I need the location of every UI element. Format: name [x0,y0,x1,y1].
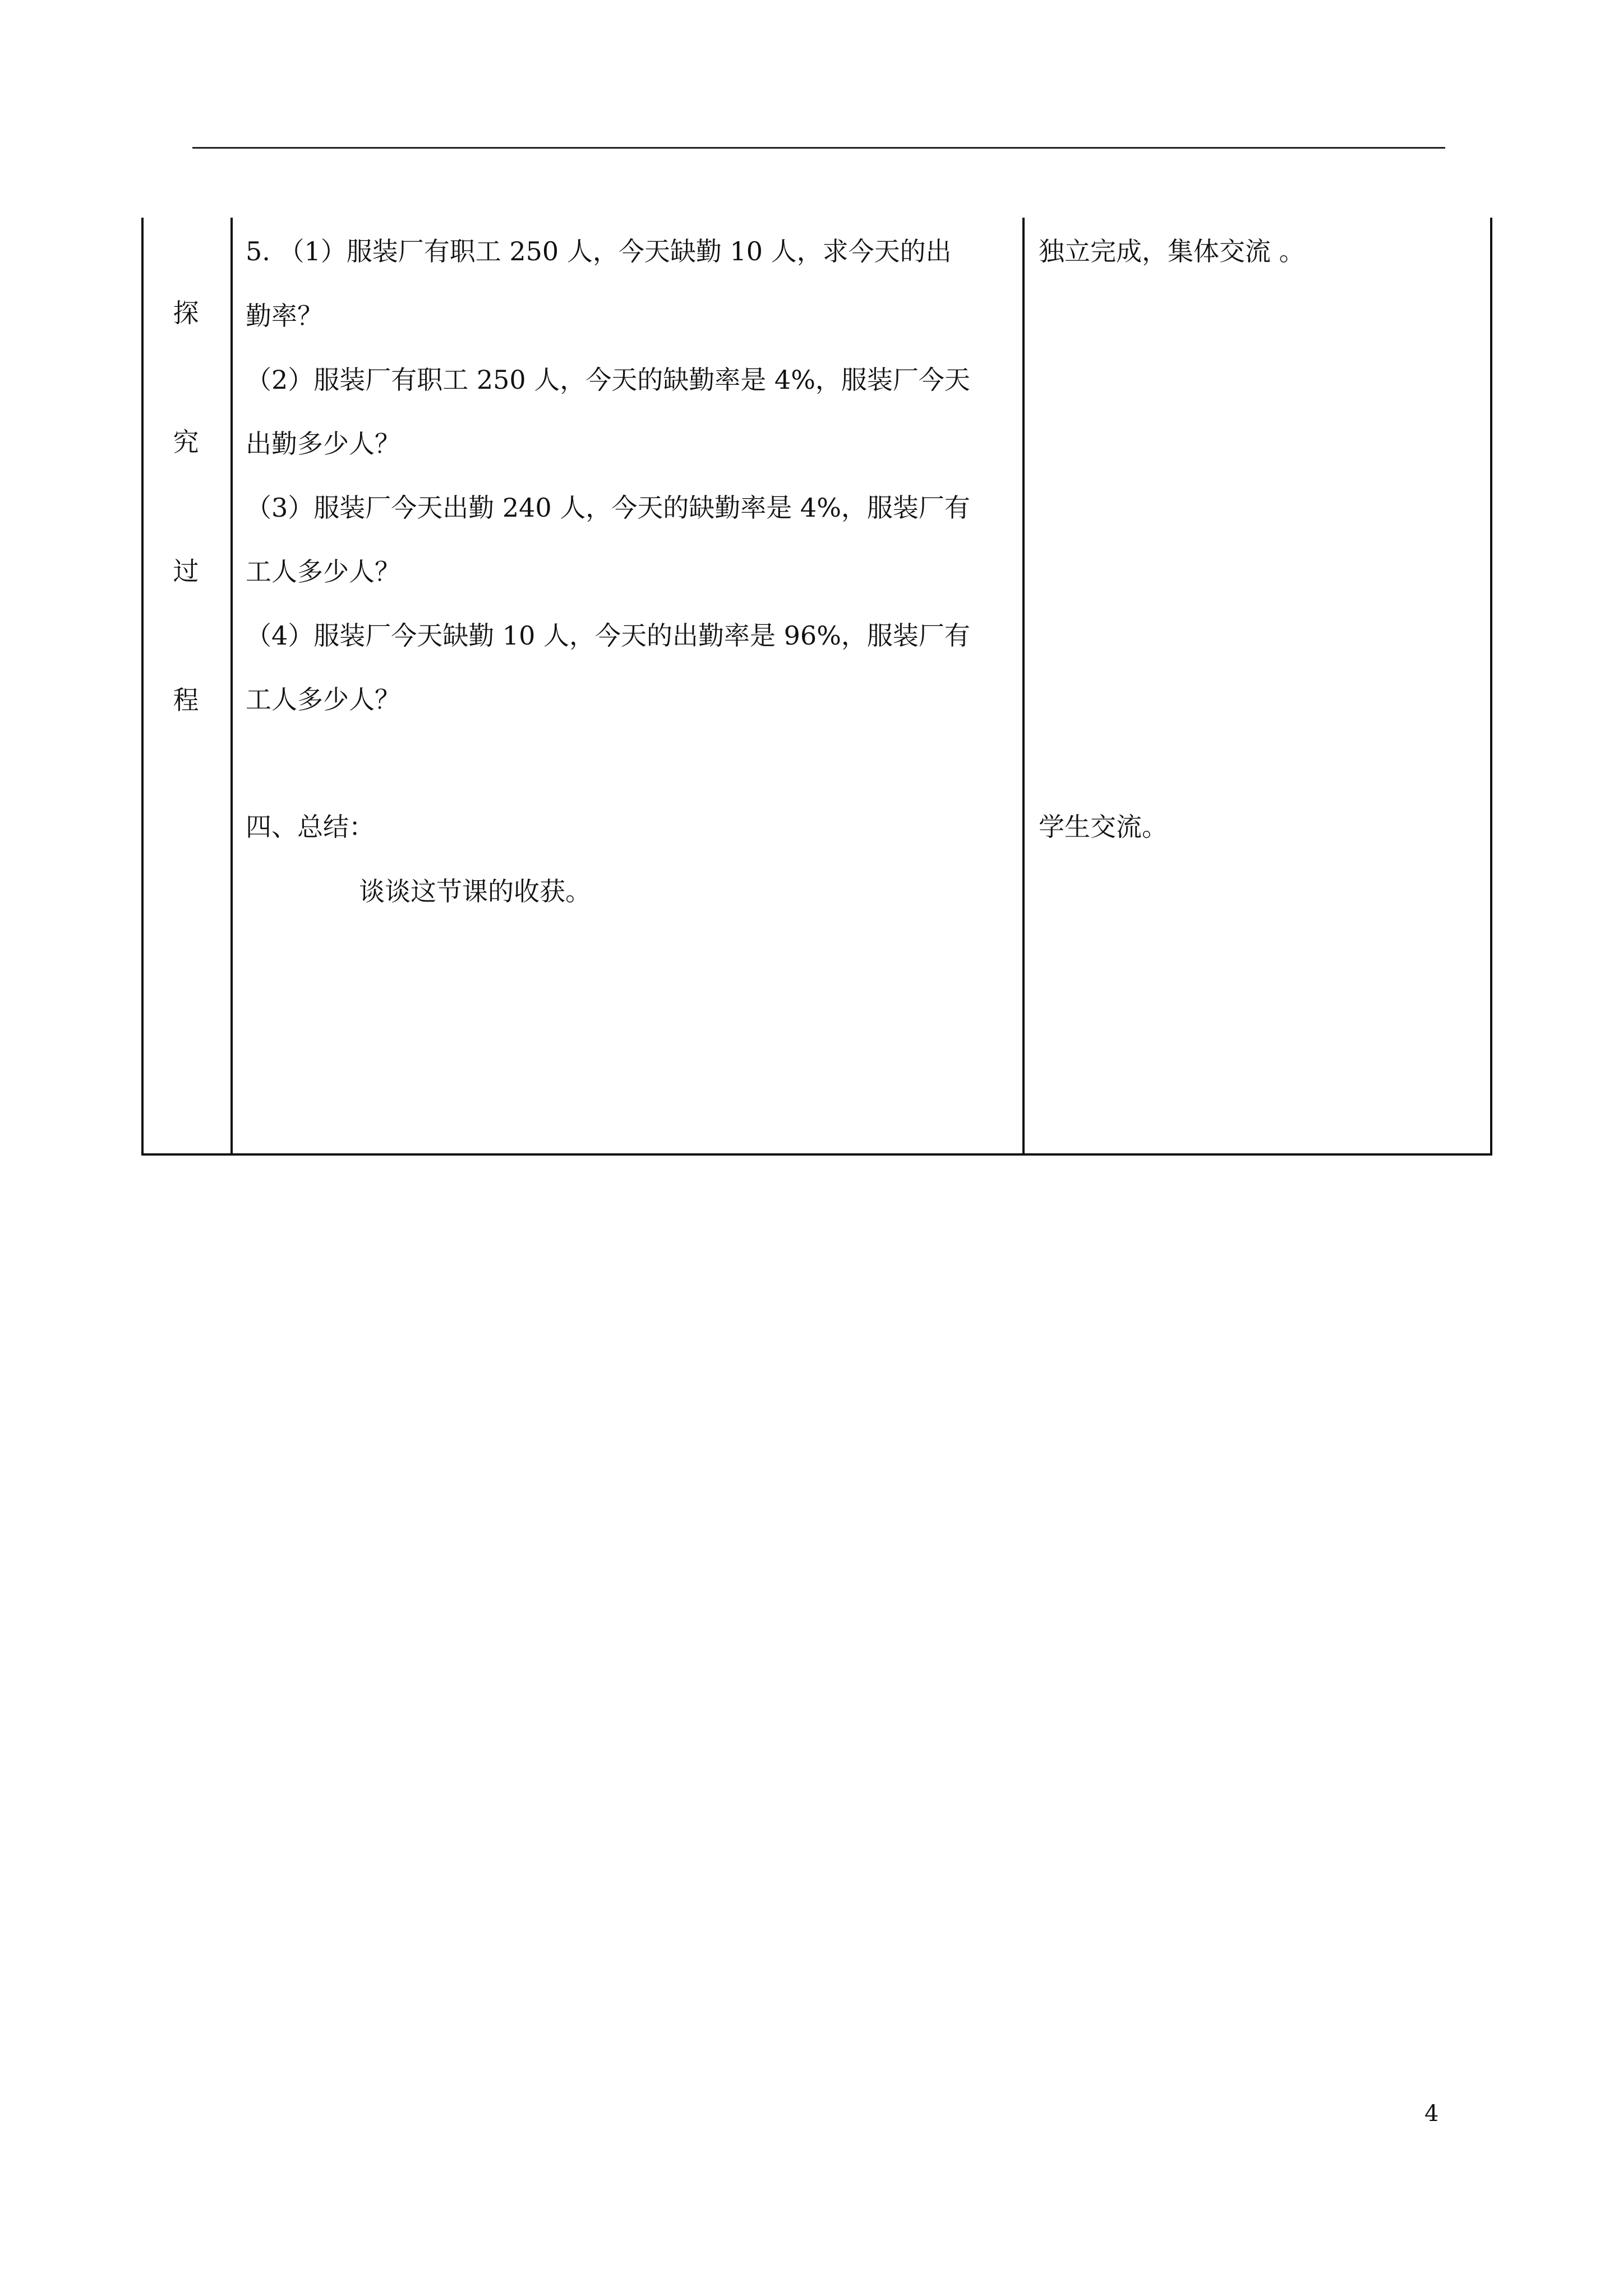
question-5-4-line-2: 工人多少人？ [246,684,400,715]
table-border-right [1490,218,1492,1156]
section-label-char: 探 [173,298,199,328]
question-5-2-line-2: 出勤多少人？ [246,429,400,459]
section-label-char: 究 [173,427,199,457]
table-border-left [141,218,144,1156]
page-number: 4 [1424,2101,1439,2127]
teaching-note-1: 独立完成，集体交流 。 [1039,236,1305,266]
summary-heading: 四、总结： [246,812,375,842]
lesson-table [141,218,1492,1156]
section-label-char: 程 [173,685,199,715]
question-5-line-2: 勤率？ [246,301,323,331]
question-5-2-line-1: （2）服装厂有职工 250 人，今天的缺勤率是 4%，服装厂今天 [246,365,970,395]
section-label-char: 过 [173,556,199,586]
summary-text: 谈谈这节课的收获。 [359,876,591,907]
question-5-3-line-2: 工人多少人？ [246,556,400,587]
table-border-bottom [141,1153,1492,1156]
header-rule [192,147,1445,149]
table-divider-notes [1022,218,1025,1156]
teaching-note-2: 学生交流。 [1039,812,1168,842]
table-divider-label [230,218,233,1156]
question-5-4-line-1: （4）服装厂今天缺勤 10 人，今天的出勤率是 96%，服装厂有 [246,620,970,651]
question-5-3-line-1: （3）服装厂今天出勤 240 人，今天的缺勤率是 4%，服装厂有 [246,493,970,523]
question-5-line-1: 5. （1）服装厂有职工 250 人，今天缺勤 10 人，求今天的出 [246,236,952,266]
